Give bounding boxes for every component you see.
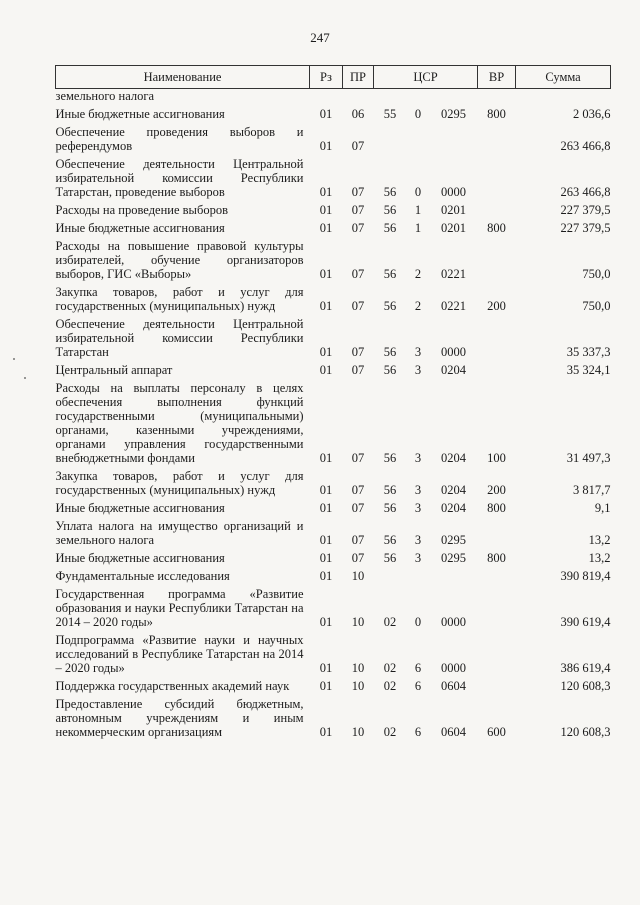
row-vr <box>478 313 516 359</box>
row-csr-program: 02 <box>383 661 397 675</box>
row-pr: 07 <box>351 345 365 359</box>
row-sum: 227 379,5 <box>560 221 611 235</box>
table-row <box>56 497 611 515</box>
row-rz: 01 <box>319 483 333 497</box>
row-csr-program: 56 <box>383 345 397 359</box>
row-vr <box>478 89 516 104</box>
row-csr-direction: 0201 <box>441 221 467 235</box>
row-csr-program <box>374 565 407 583</box>
row-csr-direction: 0295 <box>441 551 467 565</box>
row-pr: 07 <box>351 363 365 377</box>
row-vr <box>478 235 516 281</box>
row-pr: 10 <box>351 615 365 629</box>
table-row <box>56 693 611 739</box>
row-pr: 07 <box>351 501 365 515</box>
row-pr: 07 <box>351 451 365 465</box>
row-csr-direction: 0204 <box>441 363 467 377</box>
row-csr-program: 56 <box>383 267 397 281</box>
row-sum: 120 608,3 <box>560 725 611 739</box>
row-csr-program <box>374 89 407 104</box>
row-csr-subprogram <box>407 121 430 153</box>
row-csr-program: 56 <box>383 551 397 565</box>
row-sum: 390 619,4 <box>560 615 611 629</box>
row-csr-direction: 0221 <box>441 267 467 281</box>
row-csr-subprogram <box>407 565 430 583</box>
row-csr-program: 02 <box>383 725 397 739</box>
row-name: Расходы на повышение правовой культуры избирателей, обучение организаторов выборов, ГИС «Выборы» <box>55 239 304 281</box>
row-vr <box>478 199 516 217</box>
row-vr: 800 <box>487 551 506 565</box>
row-rz <box>310 89 343 104</box>
row-csr-direction <box>430 89 478 104</box>
table-row <box>56 313 611 359</box>
row-csr-program: 56 <box>383 363 397 377</box>
row-vr <box>478 565 516 583</box>
row-csr-direction: 0000 <box>441 615 467 629</box>
header-csr: ЦСР <box>374 66 478 89</box>
row-rz: 01 <box>319 661 333 675</box>
row-pr: 10 <box>351 725 365 739</box>
row-pr: 10 <box>351 661 365 675</box>
row-name: Иные бюджетные ассигнования <box>55 107 225 121</box>
row-csr-subprogram: 0 <box>414 107 422 121</box>
row-csr-direction: 0204 <box>441 451 467 465</box>
row-csr-subprogram: 3 <box>414 363 422 377</box>
row-sum: 2 036,6 <box>573 107 611 121</box>
row-name: Иные бюджетные ассигнования <box>55 551 225 565</box>
row-rz: 01 <box>319 203 333 217</box>
row-sum: 3 817,7 <box>573 483 611 497</box>
row-rz: 01 <box>319 569 333 583</box>
row-pr <box>343 89 374 104</box>
row-csr-program <box>374 121 407 153</box>
row-csr-subprogram <box>407 89 430 104</box>
row-name: Иные бюджетные ассигнования <box>55 501 225 515</box>
row-pr: 07 <box>351 221 365 235</box>
row-vr <box>478 359 516 377</box>
table-row <box>56 281 611 313</box>
row-name: Предоставление субсидий бюджетным, автономным учреждениям и иным некоммерческим организациям <box>55 697 304 739</box>
row-csr-subprogram: 0 <box>414 185 422 199</box>
row-rz: 01 <box>319 267 333 281</box>
row-vr <box>478 153 516 199</box>
row-pr: 07 <box>351 533 365 547</box>
row-csr-program: 56 <box>383 501 397 515</box>
table-row <box>56 217 611 235</box>
row-name: Обеспечение проведения выборов и референдумов <box>55 125 304 153</box>
row-csr-direction <box>430 121 478 153</box>
row-csr-subprogram: 3 <box>414 501 422 515</box>
row-vr: 200 <box>487 299 506 313</box>
row-vr <box>478 515 516 547</box>
row-pr: 06 <box>351 107 365 121</box>
row-pr: 07 <box>351 299 365 313</box>
row-vr <box>478 121 516 153</box>
row-vr: 800 <box>487 107 506 121</box>
header-pr: ПР <box>343 66 374 89</box>
row-sum: 9,1 <box>594 501 611 515</box>
row-rz: 01 <box>319 615 333 629</box>
row-csr-subprogram: 1 <box>414 203 422 217</box>
table-row <box>56 103 611 121</box>
row-name: Подпрограмма «Развитие науки и научных исследований в Республике Татарстан на 2014 – 2020 годы» <box>55 633 304 675</box>
row-csr-program: 02 <box>383 679 397 693</box>
row-csr-direction: 0221 <box>441 299 467 313</box>
row-csr-program: 56 <box>383 483 397 497</box>
row-sum: 750,0 <box>582 267 611 281</box>
row-sum: 31 497,3 <box>566 451 611 465</box>
row-rz: 01 <box>319 299 333 313</box>
row-csr-direction: 0295 <box>441 533 467 547</box>
row-csr-subprogram: 3 <box>414 451 422 465</box>
row-csr-subprogram: 3 <box>414 551 422 565</box>
header-vr: ВР <box>478 66 516 89</box>
row-csr-program: 02 <box>383 615 397 629</box>
row-vr <box>478 675 516 693</box>
row-sum: 263 466,8 <box>560 185 611 199</box>
row-name: Обеспечение деятельности Центральной избирательной комиссии Республики Татарстан, проведение выборов <box>55 157 304 199</box>
table-row <box>56 515 611 547</box>
row-rz: 01 <box>319 533 333 547</box>
table-row <box>56 153 611 199</box>
table-row <box>56 565 611 583</box>
row-name: Центральный аппарат <box>55 363 173 377</box>
row-name: Государственная программа «Развитие образования и науки Республики Татарстан на 2014 – 2020 годы» <box>55 587 304 629</box>
row-pr: 07 <box>351 551 365 565</box>
row-rz: 01 <box>319 185 333 199</box>
row-csr-direction: 0295 <box>441 107 467 121</box>
row-csr-subprogram: 6 <box>414 661 422 675</box>
table-row <box>56 675 611 693</box>
row-pr: 07 <box>351 185 365 199</box>
row-rz: 01 <box>319 107 333 121</box>
row-name: Обеспечение деятельности Центральной избирательной комиссии Республики Татарстан <box>55 317 304 359</box>
row-csr-subprogram: 6 <box>414 679 422 693</box>
row-sum: 120 608,3 <box>560 679 611 693</box>
row-sum: 263 466,8 <box>560 139 611 153</box>
row-name: Поддержка государственных академий наук <box>55 679 290 693</box>
row-sum: 750,0 <box>582 299 611 313</box>
row-csr-subprogram: 3 <box>414 483 422 497</box>
row-csr-direction: 0000 <box>441 345 467 359</box>
row-csr-program: 56 <box>383 185 397 199</box>
table-row <box>56 359 611 377</box>
row-sum: 35 337,3 <box>566 345 611 359</box>
table-row <box>56 377 611 465</box>
budget-table <box>55 65 611 739</box>
row-name: Расходы на выплаты персоналу в целях обеспечения выполнения функций государственными (муниципальными) органами, казенными учреждениями, органами управления государственными внебюджетными фондами <box>55 381 304 465</box>
row-sum: 386 619,4 <box>560 661 611 675</box>
row-vr: 200 <box>487 483 506 497</box>
row-vr: 100 <box>487 451 506 465</box>
header-name: Наименование <box>56 66 310 89</box>
row-vr <box>478 629 516 675</box>
row-csr-direction: 0204 <box>441 501 467 515</box>
table-row <box>56 465 611 497</box>
row-name: Уплата налога на имущество организаций и земельного налога <box>55 519 304 547</box>
row-vr: 800 <box>487 501 506 515</box>
row-pr: 07 <box>351 483 365 497</box>
scan-speck <box>24 377 26 379</box>
row-pr: 07 <box>351 203 365 217</box>
row-csr-direction: 0204 <box>441 483 467 497</box>
row-csr-direction: 0000 <box>441 661 467 675</box>
row-name: Иные бюджетные ассигнования <box>55 221 225 235</box>
row-csr-program: 56 <box>383 221 397 235</box>
row-pr: 10 <box>351 679 365 693</box>
row-name: Расходы на проведение выборов <box>55 203 228 217</box>
table-row <box>56 629 611 675</box>
row-csr-program: 55 <box>383 107 397 121</box>
row-name: земельного налога <box>55 89 155 103</box>
row-vr <box>478 583 516 629</box>
row-vr: 800 <box>487 221 506 235</box>
table-row <box>56 235 611 281</box>
row-rz: 01 <box>319 221 333 235</box>
row-sum: 13,2 <box>588 533 611 547</box>
row-rz: 01 <box>319 551 333 565</box>
row-sum: 390 819,4 <box>560 569 611 583</box>
row-csr-direction: 0604 <box>441 725 467 739</box>
row-csr-subprogram: 1 <box>414 221 422 235</box>
row-rz: 01 <box>319 345 333 359</box>
row-csr-subprogram: 2 <box>414 267 422 281</box>
row-csr-direction: 0604 <box>441 679 467 693</box>
table-row <box>56 547 611 565</box>
table-row <box>56 583 611 629</box>
row-sum: 13,2 <box>588 551 611 565</box>
header-sum: Сумма <box>516 66 611 89</box>
row-csr-subprogram: 3 <box>414 345 422 359</box>
page-number: 247 <box>310 30 330 45</box>
header-rz: Рз <box>310 66 343 89</box>
row-pr: 07 <box>351 139 365 153</box>
table-row <box>56 89 611 104</box>
row-rz: 01 <box>319 451 333 465</box>
row-csr-subprogram: 0 <box>414 615 422 629</box>
table-row <box>56 121 611 153</box>
row-pr: 07 <box>351 267 365 281</box>
row-csr-program: 56 <box>383 533 397 547</box>
row-rz: 01 <box>319 501 333 515</box>
row-name: Закупка товаров, работ и услуг для государственных (муниципальных) нужд <box>55 469 304 497</box>
row-rz: 01 <box>319 139 333 153</box>
row-vr: 600 <box>487 725 506 739</box>
row-csr-program: 56 <box>383 451 397 465</box>
row-pr: 10 <box>351 569 365 583</box>
scan-speck <box>13 358 15 360</box>
row-csr-subprogram: 2 <box>414 299 422 313</box>
row-csr-direction: 0000 <box>441 185 467 199</box>
table-header <box>56 66 611 89</box>
row-sum: 35 324,1 <box>566 363 611 377</box>
row-rz: 01 <box>319 363 333 377</box>
table-row <box>56 199 611 217</box>
row-rz: 01 <box>319 679 333 693</box>
row-csr-program: 56 <box>383 299 397 313</box>
row-name: Фундаментальные исследования <box>55 569 230 583</box>
row-sum: 227 379,5 <box>560 203 611 217</box>
table-body <box>56 89 611 740</box>
row-csr-subprogram: 3 <box>414 533 422 547</box>
row-name: Закупка товаров, работ и услуг для государственных (муниципальных) нужд <box>55 285 304 313</box>
row-csr-program: 56 <box>383 203 397 217</box>
row-rz: 01 <box>319 725 333 739</box>
row-csr-subprogram: 6 <box>414 725 422 739</box>
row-sum <box>516 89 611 104</box>
row-csr-direction <box>430 565 478 583</box>
row-csr-direction: 0201 <box>441 203 467 217</box>
